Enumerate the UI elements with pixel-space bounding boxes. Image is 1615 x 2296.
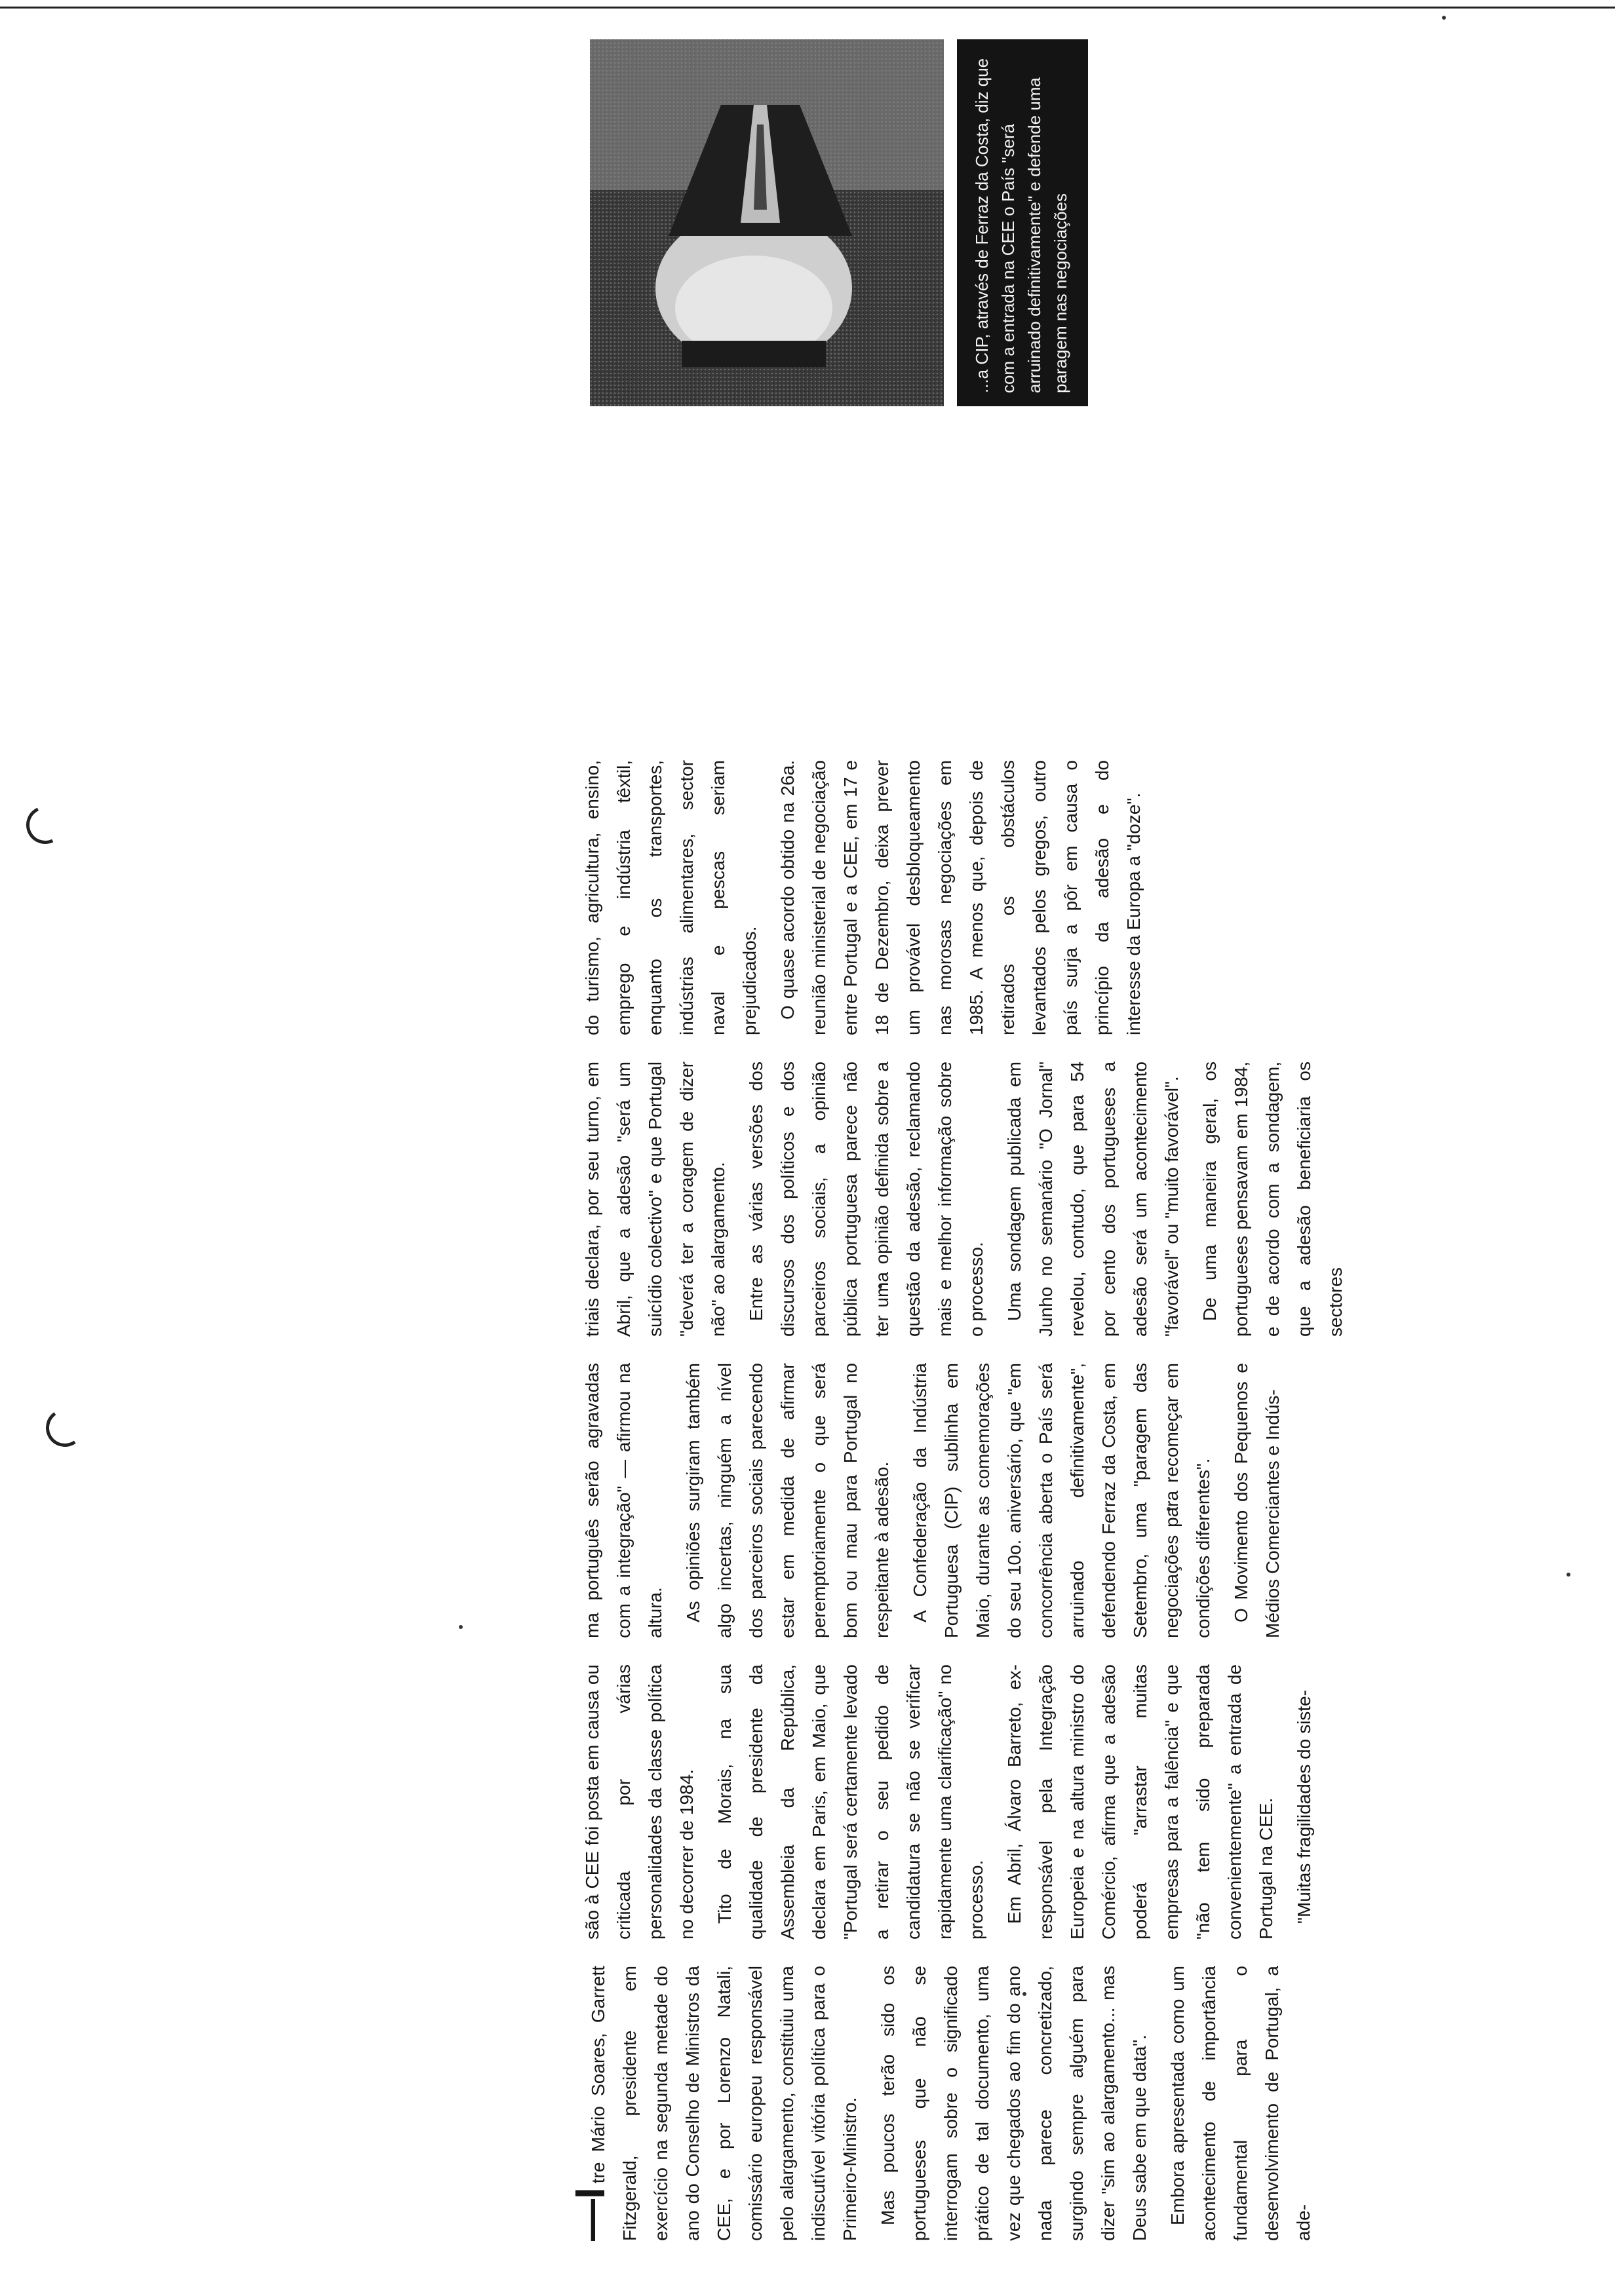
portrait-photo (590, 39, 944, 406)
article-paragraph: são à CEE foi posta em causa ou criticada por várias personalidades da classe política no decorrer de 1984. (582, 1664, 697, 1940)
article-paragraph: triais declara, por seu turno, em Abril, que a adesão "será um suicídio colectivo" e que Portugal "deverá ter a coragem de dizer não" ao alargamento. (582, 1062, 728, 1337)
article-paragraph: O quase acordo obtido na 26a. reunião ministerial de negociação entre Portugal e a CEE, em 17 e 18 de Dezembro, deixa prever um provável desbloqueamento nas morosas negociações em 1985. A menos que, depois de retirados os obstáculos levantados pelos gregos, outro país surja a pôr em causa o princípio da adesão e do interesse da Europa a "doze". (777, 760, 1144, 1035)
binder-hole-mark (43, 1406, 87, 1449)
binder-hole-mark (21, 801, 69, 849)
article-paragraph: A Confederação da Indústria Portuguesa (CIP) sublinha em Maio, durante as comemorações do seu 10o. aniversário, que "em concorrência aberta o País será arruinado definitivamente", defendendo Ferraz da Costa, em Setembro, uma "paragem das negociações para recomeçar em condições diferentes". (910, 1363, 1213, 1638)
dust-speck (459, 1625, 463, 1629)
top-rule (0, 7, 1615, 9)
article-paragraph: "Muitas fragilidades do siste- (1294, 1690, 1314, 1924)
dust-speck (1566, 1573, 1570, 1577)
article-paragraph: Tito de Morais, na sua qualidade de presidente da Assembleia da República, declara em Paris, em Maio, que "Portugal será certamente levado a retirar o seu pedido de candidatura se não se verificar rapidamente uma clarificação" no processo. (714, 1664, 986, 1940)
article-paragraph: Embora apresentada como um acontecimento de importância fundamental para o desenvolvimento de Portugal, a ade- (1167, 1966, 1313, 2241)
article-paragraph: As opiniões surgiram também algo incertas, ninguém a nível dos parceiros sociais parecendo estar em medida de afirmar peremptoriamente o que será bom ou mau para Portugal no respeitante à adesão. (683, 1363, 892, 1638)
article-paragraph: De uma maneira geral, os portugueses pensavam em 1984, e de acordo com a sondagem, que a adesão beneficiaria os sectores (1199, 1062, 1346, 1337)
article-column-5 (577, 760, 1206, 1035)
article-paragraph: Em Abril, Álvaro Barreto, ex-responsável pela Integração Europeia e na altura ministro do Comércio, afirma que a adesão poderá "arrastar muitas empresas para a falência" e que "não tem sido preparada convenientemente" a entrada de Portugal na CEE. (1004, 1664, 1276, 1940)
article-column-1 (566, 1966, 1313, 2241)
article-column-2 (577, 1664, 1314, 1940)
drop-initial-mark: —I (566, 2187, 613, 2241)
article-paragraph: Uma sondagem publicada em Junho no semanário "O Jornal" revelou, contudo, que para 54 por cento dos portugueses a adesão será um acontecimento "favorável" ou "muito favorável". (1004, 1062, 1182, 1337)
photo-caption: ...a CIP, através de Ferraz da Costa, diz que com a entrada na CEE o País "será arruinado definitivamente" e defende uma paragem nas negociações (957, 39, 1088, 406)
article-paragraph: do turismo, agricultura, ensino, emprego e indústria têxtil, enquanto os transportes, indústrias alimentares, sector naval e pescas seriam prejudicados. (582, 760, 760, 1035)
article-paragraph: Entre as várias versões dos discursos dos políticos e dos parceiros sociais, a opinião pública portuguesa parece não ter uma opinião definida sobre a questão da adesão, reclamando mais e melhor informação sobre o processo. (746, 1062, 986, 1337)
dust-speck (1442, 16, 1446, 20)
article-paragraph: ma português serão agravadas com a integração" — afirmou na altura. (582, 1363, 665, 1638)
portrait-photo-graphic (590, 39, 944, 406)
rotated-news-clipping (566, 26, 1346, 2280)
article-paragraph: Mas poucos terão sido os portugueses que não se interrogam sobre o significado prático de tal documento, uma vez que chegados ao fim do ano nada parece concretizado, surgindo sempre alguém para dizer "sim ao alargamento... mas Deus sabe em que data". (878, 1966, 1150, 2241)
article-paragraph: O Movimento dos Pequenos e Médios Comerciantes e Indús- (1231, 1363, 1283, 1638)
article-paragraph: —Itre Mário Soares, Garrett Fitzgerald, presidente em exercício na segunda metade do ano do Conselho de Ministros da CEE, e por Lorenzo Natali, comissário europeu responsável pelo alargamento, constituiu uma indiscutível vitória política para o Primeiro-Ministro. (566, 1966, 860, 2241)
article-column-3 (577, 1363, 1283, 1638)
article-column-4 (577, 1062, 1346, 1337)
